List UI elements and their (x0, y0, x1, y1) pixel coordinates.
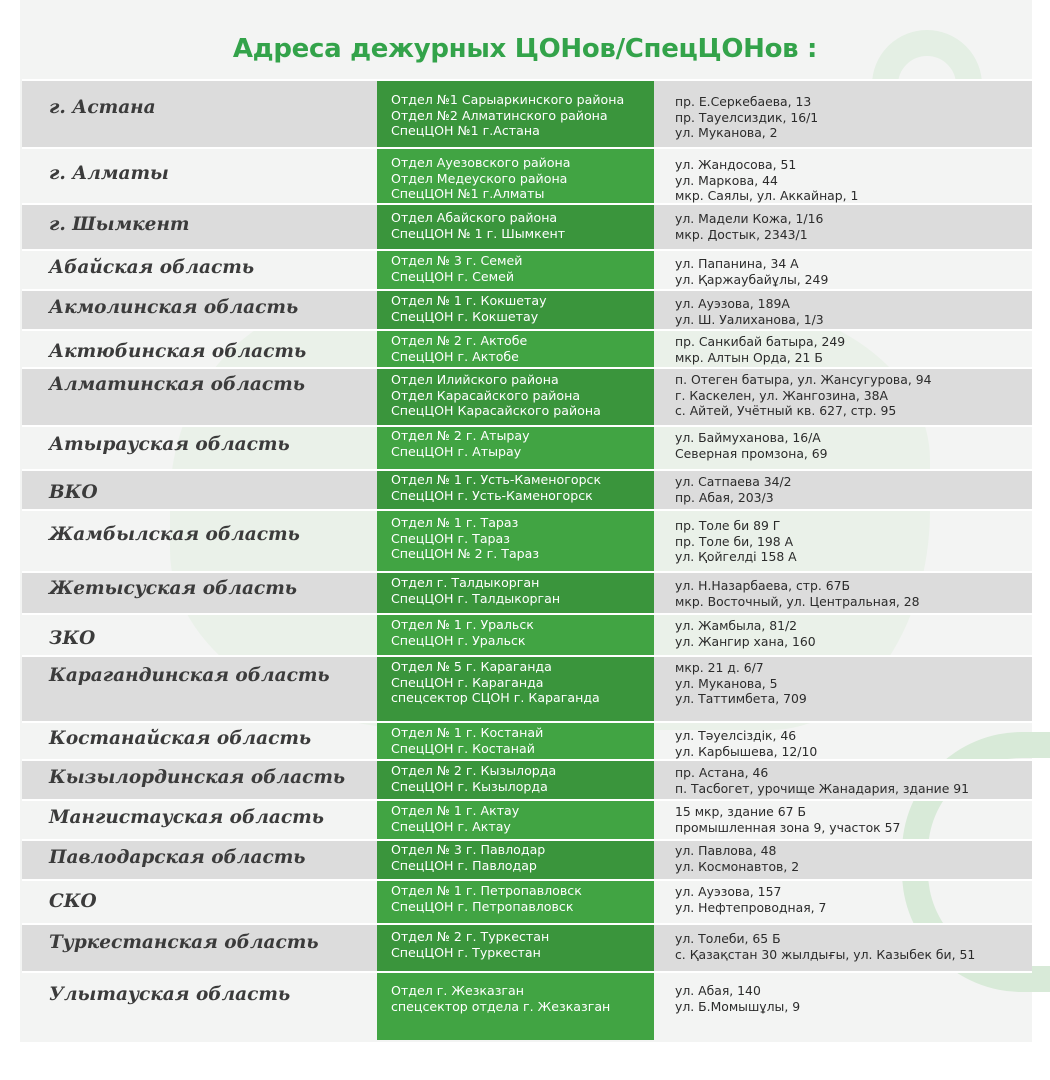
region-name: Кызылординская область (49, 767, 346, 788)
office-name: Отдел № 1 г. Тараз (391, 515, 519, 530)
address-line: промышленная зона 9, участок 57 (675, 819, 901, 835)
office-list (391, 428, 530, 459)
table-row (22, 469, 1032, 509)
office-name: СпецЦОН г. Семей (391, 268, 515, 284)
table-row (22, 147, 1032, 203)
office-list (391, 515, 539, 562)
address-line: ул. Баймуханова, 16/А (675, 430, 821, 445)
office-list (391, 372, 601, 419)
office-name: Отдел Медеуского района (391, 170, 568, 186)
office-name: СпецЦОН г. Туркестан (391, 944, 541, 960)
address-list (675, 804, 900, 835)
address-line: пр. Астана, 46 (675, 765, 769, 780)
address-list (675, 931, 975, 962)
page-title: Адреса дежурных ЦОНов/СпецЦОНов : (232, 34, 818, 64)
region-name: Костанайская область (49, 728, 312, 749)
region-name: СКО (49, 891, 97, 912)
region-name: г. Астана (49, 97, 156, 118)
office-name: Отдел №1 Сарыаркинского района (391, 92, 625, 107)
address-line: ул. Папанина, 34 А (675, 256, 799, 271)
region-name: Абайская область (49, 257, 255, 278)
region-name: Акмолинская область (49, 297, 299, 318)
address-line: ул. Н.Назарбаева, стр. 67Б (675, 578, 851, 593)
address-line: ул. Таттимбета, 709 (675, 691, 807, 706)
table-row (22, 571, 1032, 613)
office-name: Отдел № 1 г. Кокшетау (391, 293, 547, 308)
office-list (391, 763, 556, 794)
table-row (22, 971, 1032, 1040)
address-line: ул. Ауэзова, 189А (675, 296, 790, 311)
office-name: СпецЦОН № 1 г. Шымкент (391, 225, 566, 241)
office-name: СпецЦОН г. Актау (391, 818, 511, 834)
address-line: ул. Ауэзова, 157 (675, 884, 782, 899)
address-line: п. Тасбогет, урочище Жанадария, здание 91 (675, 780, 970, 796)
office-list (391, 659, 600, 706)
office-name: Отдел № 3 г. Павлодар (391, 842, 546, 857)
table-row (22, 329, 1032, 367)
address-line: ул. Павлова, 48 (675, 843, 777, 858)
address-list (675, 765, 969, 796)
table-row (22, 249, 1032, 289)
address-list (675, 256, 828, 287)
address-line: ул. Мадели Кожа, 1/16 (675, 211, 824, 226)
address-line: пр. Толе би, 198 А (675, 533, 794, 549)
table-row (22, 367, 1032, 425)
office-name: Отдел Ауезовского района (391, 155, 571, 170)
address-line: ул. Ш. Уалиханова, 1/3 (675, 311, 824, 327)
address-list (675, 660, 807, 707)
table-row (22, 655, 1032, 721)
table-row (22, 289, 1032, 329)
office-list (391, 842, 545, 873)
table-row (22, 839, 1032, 879)
office-list (391, 293, 547, 324)
office-list (391, 155, 571, 202)
office-name: СпецЦОН г. Павлодар (391, 857, 537, 873)
office-name: Отдел г. Талдыкорган (391, 575, 540, 590)
address-line: с. Айтей, Учётный кв. 627, стр. 95 (675, 403, 897, 418)
office-list (391, 883, 582, 914)
office-list (391, 92, 624, 139)
table-row (22, 203, 1032, 249)
office-list (391, 472, 601, 503)
address-line: ул. Қаржаубайұлы, 249 (675, 271, 829, 287)
address-line: мкр. Достык, 2343/1 (675, 226, 808, 242)
office-list (391, 803, 519, 834)
office-name: спецсектор отдела г. Жезказган (391, 998, 611, 1014)
region-name: Туркестанская область (49, 932, 319, 953)
address-line: пр. Толе би 89 Г (675, 518, 781, 533)
table-row (22, 79, 1032, 147)
address-list (675, 518, 797, 565)
office-name: СпецЦОН г. Талдыкорган (391, 590, 561, 606)
address-line: ул. Сатпаева 34/2 (675, 474, 792, 489)
office-name: СпецЦОН г. Кызылорда (391, 778, 548, 794)
table-row (22, 425, 1032, 469)
office-name: Отдел № 2 г. Атырау (391, 428, 530, 443)
region-name: г. Алматы (49, 163, 169, 184)
address-line: мкр. Алтын Орда, 21 Б (675, 349, 823, 365)
address-list (675, 211, 823, 242)
office-name: СпецЦОН г. Актобе (391, 348, 519, 364)
address-list (675, 618, 816, 649)
address-line: пр. Санкибай батыра, 249 (675, 334, 846, 349)
address-line: ул. Муканова, 5 (675, 675, 778, 691)
office-name: СпецЦОН г. Усть-Каменогорск (391, 487, 593, 503)
address-list (675, 157, 858, 204)
address-list (675, 843, 799, 874)
office-name: Отдел № 2 г. Кызылорда (391, 763, 557, 778)
address-list (675, 578, 920, 609)
office-name: СпецЦОН г. Уральск (391, 632, 526, 648)
office-name: Отдел № 2 г. Туркестан (391, 929, 550, 944)
address-line: ул. Космонавтов, 2 (675, 858, 800, 874)
address-line: мкр. Саялы, ул. Аккайнар, 1 (675, 188, 859, 203)
office-name: Отдел Илийского района (391, 372, 559, 387)
address-line: пр. Е.Серкебаева, 13 (675, 94, 812, 109)
address-line: 15 мкр, здание 67 Б (675, 804, 806, 819)
office-name: Отдел № 1 г. Уральск (391, 617, 534, 632)
office-name: Отдел № 1 г. Усть-Каменогорск (391, 472, 602, 487)
address-line: ул. Нефтепроводная, 7 (675, 899, 827, 915)
address-line: ул. Карбышева, 12/10 (675, 743, 818, 759)
address-list (675, 334, 845, 365)
region-name: Актюбинская область (49, 341, 307, 362)
office-list (391, 575, 560, 606)
region-name: Жамбылская область (49, 524, 300, 545)
address-line: ул. Қойгелді 158 А (675, 549, 797, 564)
table-row (22, 923, 1032, 971)
row-cell-background (22, 971, 377, 1040)
region-name: Атырауская область (49, 434, 290, 455)
address-line: ул. Толеби, 65 Б (675, 931, 781, 946)
office-name: Отдел № 5 г. Караганда (391, 659, 552, 674)
office-name: СпецЦОН г. Атырау (391, 443, 522, 459)
office-list (391, 617, 534, 648)
office-name: СпецЦОН № 2 г. Тараз (391, 546, 540, 561)
region-name: Карагандинская область (49, 665, 330, 686)
address-line: Северная промзона, 69 (675, 445, 828, 461)
address-list (675, 94, 818, 141)
office-name: СпецЦОН Карасайского района (391, 403, 601, 418)
office-list (391, 333, 527, 364)
address-line: п. Отеген батыра, ул. Жансугурова, 94 (675, 372, 932, 387)
office-name: СпецЦОН г. Петропавловск (391, 898, 574, 914)
address-list (675, 983, 800, 1014)
office-name: СпецЦОН г. Тараз (391, 530, 510, 546)
office-name: Отдел №2 Алматинского района (391, 107, 608, 123)
address-list (675, 474, 792, 505)
address-line: пр. Тауелсиздик, 16/1 (675, 109, 819, 125)
office-list (391, 253, 522, 284)
table-row (22, 613, 1032, 655)
address-list (675, 296, 824, 327)
office-name: СпецЦОН г. Кокшетау (391, 308, 539, 324)
address-line: ул. Абая, 140 (675, 983, 761, 998)
address-list (675, 372, 931, 419)
address-line: мкр. 21 д. 6/7 (675, 660, 764, 675)
address-line: ул. Жандосова, 51 (675, 157, 797, 172)
office-list (391, 929, 549, 960)
address-list (675, 430, 828, 461)
office-name: Отдел № 2 г. Актобе (391, 333, 528, 348)
region-name: г. Шымкент (49, 214, 190, 235)
table-row (22, 879, 1032, 923)
office-name: СпецЦОН г. Караганда (391, 674, 544, 690)
office-name: Отдел № 1 г. Костанай (391, 725, 544, 740)
office-list (391, 983, 610, 1014)
office-name: СпецЦОН №1 г.Алматы (391, 186, 545, 201)
office-name: СпецЦОН г. Костанай (391, 740, 535, 756)
region-name: Алматинская область (49, 374, 305, 395)
region-name: Павлодарская область (49, 847, 306, 868)
office-name: Отдел № 1 г. Петропавловск (391, 883, 582, 898)
region-name: Жетысуская область (49, 578, 297, 599)
table-row (22, 721, 1032, 759)
address-list (675, 884, 826, 915)
office-name: Отдел г. Жезказган (391, 983, 524, 998)
address-line: мкр. Восточный, ул. Центральная, 28 (675, 593, 920, 609)
region-name: ВКО (49, 482, 98, 503)
address-line: ул. Б.Момышұлы, 9 (675, 998, 801, 1014)
address-line: ул. Тәуелсіздік, 46 (675, 728, 797, 743)
address-line: с. Қазақстан 30 жылдығы, ул. Казыбек би, 51 (675, 946, 976, 962)
address-line: ул. Маркова, 44 (675, 172, 778, 188)
region-name: Мангистауская область (49, 807, 324, 828)
address-line: пр. Абая, 203/3 (675, 489, 774, 505)
region-name: ЗКО (49, 628, 96, 649)
office-list (391, 725, 543, 756)
office-name: Отдел Абайского района (391, 210, 558, 225)
office-name: СпецЦОН №1 г.Астана (391, 123, 540, 138)
address-line: г. Каскелен, ул. Жангозина, 38А (675, 387, 888, 403)
region-name: Улытауская область (49, 984, 291, 1005)
table-row (22, 799, 1032, 839)
address-line: ул. Муканова, 2 (675, 125, 778, 140)
address-list (675, 728, 817, 759)
address-line: ул. Жангир хана, 160 (675, 633, 816, 649)
office-name: спецсектор СЦОН г. Караганда (391, 690, 600, 705)
table-row (22, 509, 1032, 571)
address-line: ул. Жамбыла, 81/2 (675, 618, 798, 633)
office-name: Отдел № 3 г. Семей (391, 253, 523, 268)
office-name: Отдел Карасайского района (391, 387, 581, 403)
office-list (391, 210, 565, 241)
table-row (22, 759, 1032, 799)
office-name: Отдел № 1 г. Актау (391, 803, 520, 818)
